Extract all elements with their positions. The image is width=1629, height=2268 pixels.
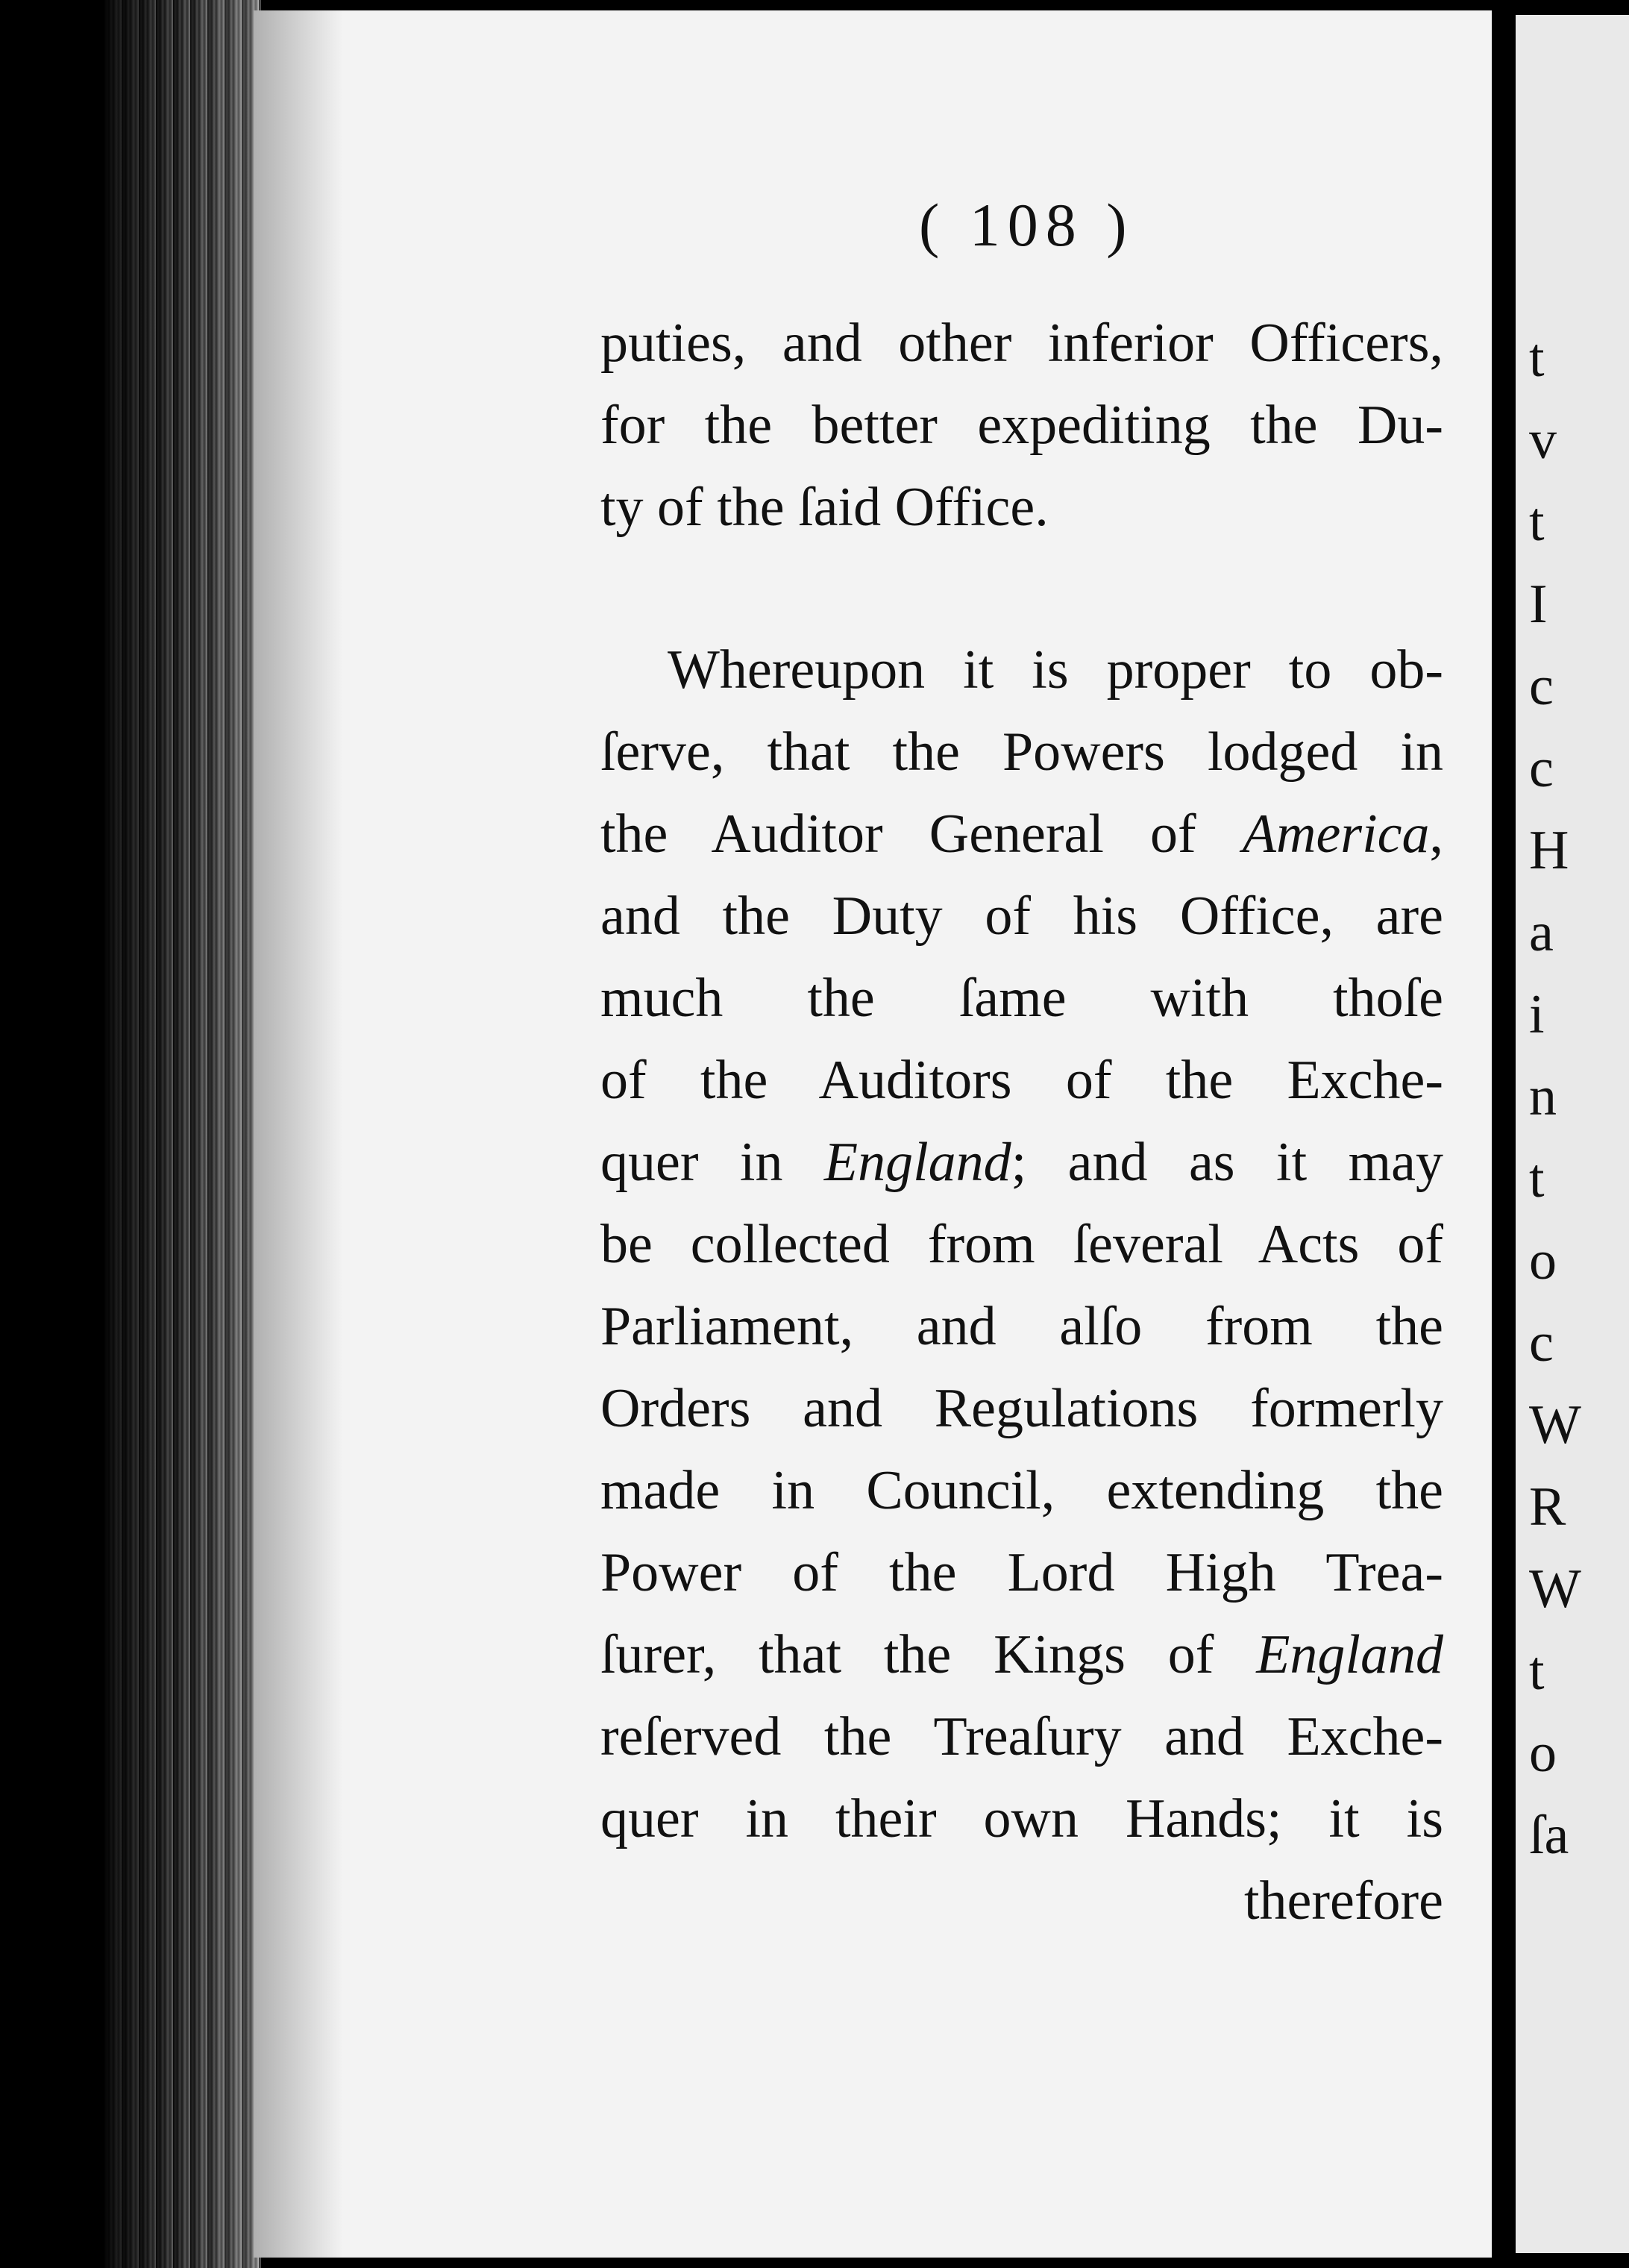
text-line: for the better expediting the Du-	[600, 395, 1443, 456]
text-line: Whereupon it is proper to ob-	[668, 639, 1443, 701]
edge-letter: t	[1529, 1148, 1545, 1209]
paragraph-gap	[600, 548, 1443, 629]
text-line: ty of the ſaid Office.	[600, 477, 1049, 538]
next-page-letters	[1529, 317, 1581, 1876]
edge-letter: W	[1529, 1394, 1581, 1456]
text-line: quer in their own Hands; it is	[600, 1788, 1443, 1849]
edge-letter: i	[1529, 984, 1545, 1045]
text-line: and the Duty of his Office, are	[600, 886, 1443, 947]
edge-letter: c	[1529, 1312, 1554, 1373]
edge-letter: t	[1529, 492, 1545, 553]
text-line: quer in England; and as it may	[600, 1132, 1443, 1193]
text-line: be collected from ſeveral Acts of	[600, 1214, 1443, 1275]
text-line: Parliament, and alſo from the	[600, 1296, 1443, 1357]
scan-margin	[0, 0, 104, 2268]
next-page-edge	[1516, 15, 1629, 2253]
edge-letter: c	[1529, 656, 1554, 717]
text-line: ſurer, that the Kings of England	[600, 1624, 1443, 1685]
page-gutter	[1492, 0, 1516, 2268]
text-line: Power of the Lord High Trea-	[600, 1542, 1443, 1603]
text-line: ſerve, that the Powers lodged in	[600, 721, 1443, 783]
edge-letter: n	[1529, 1066, 1557, 1127]
text-line: Orders and Regulations formerly	[600, 1378, 1443, 1439]
catchword: therefore	[1243, 1870, 1443, 1932]
edge-letter: o	[1529, 1723, 1557, 1784]
text-line: of the Auditors of the Exche-	[600, 1050, 1443, 1111]
text-line: reſerved the Treaſury and Exche-	[600, 1706, 1443, 1767]
edge-letter: v	[1529, 410, 1557, 471]
edge-letter: H	[1529, 820, 1569, 881]
edge-letter: t	[1529, 1641, 1545, 1702]
edge-letter: c	[1529, 738, 1554, 799]
edge-letter: I	[1529, 574, 1548, 635]
page-number: ( 108 )	[919, 191, 1134, 259]
edge-letter: W	[1529, 1559, 1581, 1620]
edge-letter: t	[1529, 328, 1545, 389]
text-line: the Auditor General of America,	[600, 803, 1443, 865]
body-text	[600, 302, 1443, 1942]
edge-letter: R	[1529, 1476, 1566, 1538]
edge-letter: a	[1529, 902, 1554, 963]
text-line: puties, and other inferior Officers,	[600, 313, 1443, 374]
edge-letter: o	[1529, 1230, 1557, 1291]
edge-letter: ſa	[1529, 1805, 1569, 1866]
text-line: made in Council, extending the	[600, 1460, 1443, 1521]
text-line: much the ſame with thoſe	[600, 968, 1443, 1029]
page-stack-edge	[104, 0, 261, 2268]
